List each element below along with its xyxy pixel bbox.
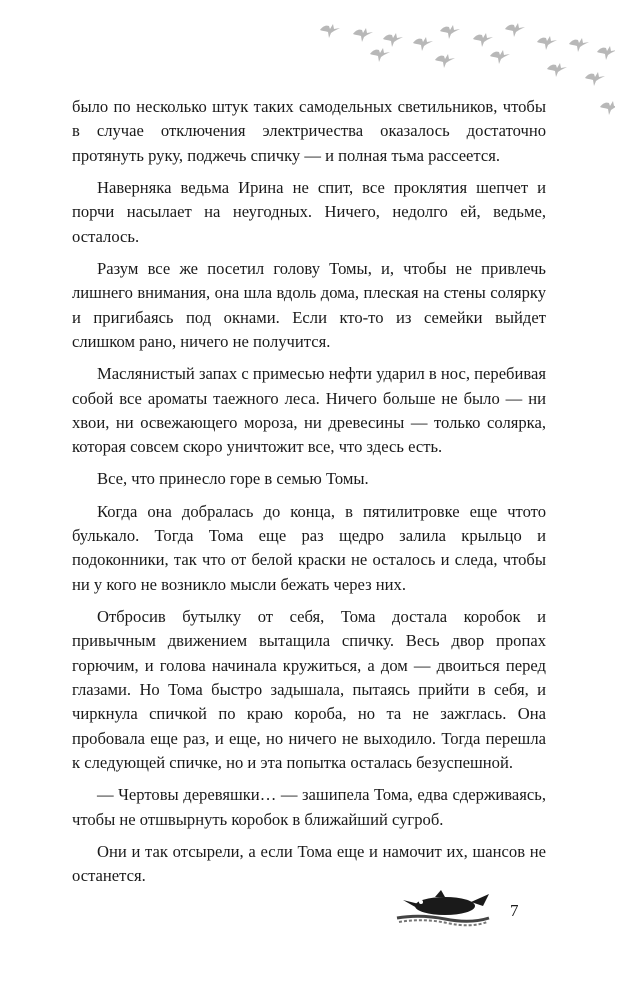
paragraph: Они и так отсырели, а если Тома еще и намочит их, шансов не останется.	[72, 841, 546, 886]
paragraph-dialogue: — Чертовы деревяшки… — зашипела Тома, едва сдерживаясь, чтобы не отшвырнуть коробок в ближайший сугроб.	[72, 785, 546, 829]
paragraph: Все, что принесло горе в семью Томы.	[97, 469, 369, 489]
paragraph: Разум все же посетил голову Томы, и, чтобы не привлечь лишнего внимания, она шла вдоль дома, плеская на стены солярку и пригибаясь под окнами. Если кто-то из семейки выйдет слишком рано, ничего не получится.	[72, 258, 546, 352]
paragraph: Наверняка ведьма Ирина не спит, все проклятия шепчет и порчи насылает на неугодных. Ничего, недолго ей, ведьме, осталось.	[72, 177, 546, 246]
page-number: 7	[510, 901, 519, 920]
raven-icon	[395, 888, 491, 928]
paragraph: Когда она добралась до конца, в пятилитровке еще чтото булькало. Тогда Тома еще раз щедро залила крыльцо и подоконники, так что от белой краски не осталось и следа, чтобы ни у кого не возникло мысли бежать через них.	[72, 501, 546, 594]
paragraph: Маслянистый запах с примесью нефти ударил в нос, перебивая собой все ароматы таежного леса. Ничего больше не было — ни хвои, ни освежающего мороза, ни древесины — только солярка, которая совсем скоро уничтожит все, что здесь есть.	[72, 364, 546, 457]
page-body-text	[72, 95, 546, 896]
paragraph-continued: было по несколько штук таких самодельных светильников, чтобы в случае отключения электричества оказалось достаточно протянуть руку, поджечь спичку — и полная тьма рассеется.	[72, 97, 546, 165]
paragraph: Отбросив бутылку от себя, Тома достала коробок и привычным движением вытащила спичку. Весь двор пропах горючим, и голова начинала кружиться, а дом — двоиться перед глазами. Но Тома быстро задышала, пытаясь прийти в себя, и чиркнула спичкой по краю короба, но та не зажглась. Она пробовала еще раз, и еще, но ничего не выходило. Тогда перешла к следующей спичке, но и эта попытка осталась безуспешной.	[72, 606, 546, 773]
